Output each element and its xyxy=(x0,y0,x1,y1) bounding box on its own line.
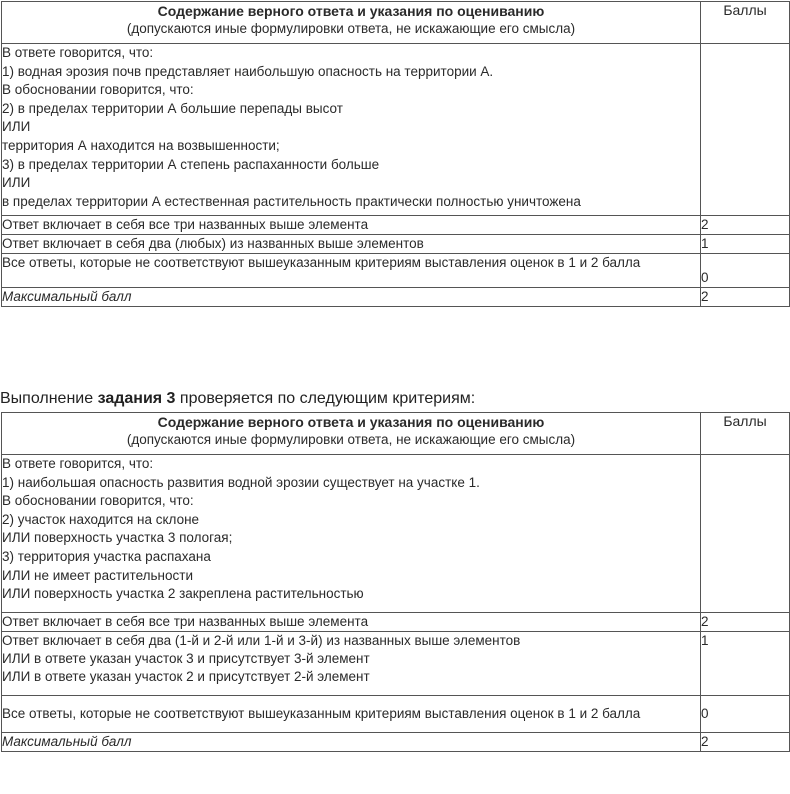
answer-content-cell xyxy=(2,455,701,613)
answer-content-cell xyxy=(2,44,701,216)
criteria-row xyxy=(2,216,790,235)
points-column-header: Баллы xyxy=(701,413,790,455)
criteria-table-task-2 xyxy=(1,1,790,307)
criteria-row xyxy=(2,254,790,288)
criteria-points: 0 xyxy=(701,254,790,288)
answer-line: ИЛИ xyxy=(2,175,31,191)
criteria-text: Ответ включает в себя все три названных выше элемента xyxy=(2,216,701,235)
max-score-label: Максимальный балл xyxy=(2,733,701,752)
criteria-text: Все ответы, которые не соответствуют вышеуказанным критериям выставления оценок в 1 и 2 балла xyxy=(2,696,701,733)
answer-points-cell xyxy=(701,44,790,216)
criteria-row xyxy=(2,632,790,696)
content-column-header xyxy=(2,413,701,455)
answer-line: ИЛИ не имеет растительности xyxy=(2,567,193,583)
criteria-points: 0 xyxy=(701,696,790,733)
criteria-text xyxy=(2,613,701,632)
criteria-line: Ответ включает в себя два (1-й и 2-й или 1-й и 3-й) из названных выше элементов xyxy=(2,633,521,648)
header-title: Содержание верного ответа и указания по оцениванию xyxy=(157,414,545,430)
points-column-header: Баллы xyxy=(701,2,790,44)
answer-line: ИЛИ поверхность участка 2 закреплена растительностью xyxy=(2,586,364,602)
criteria-text xyxy=(2,632,701,696)
criteria-line: ИЛИ в ответе указан участок 3 и присутствует 3-й элемент xyxy=(2,651,370,666)
header-title: Содержание верного ответа и указания по оцениванию xyxy=(157,3,545,19)
max-score-row xyxy=(2,288,790,307)
answer-line: 3) территория участка распахана xyxy=(2,548,211,564)
answer-line: В ответе говорится, что: xyxy=(2,45,154,60)
answer-line: 2) в пределах территории А большие перепады высот xyxy=(2,100,343,116)
answer-line: 1) наибольшая опасность развития водной эрозии существует на участке 1. xyxy=(2,474,480,490)
intro-prefix: Выполнение xyxy=(0,390,98,407)
header-subtitle: (допускаются иные формулировки ответа, не искажающие его смысла) xyxy=(126,432,576,447)
answer-content-row xyxy=(2,44,790,216)
answer-line: 3) в пределах территории А степень распаханности больше xyxy=(2,156,380,172)
task-3-intro xyxy=(0,390,475,408)
answer-line: в пределах территории А естественная растительность практически полностью уничтожена xyxy=(2,193,581,209)
content-column-header xyxy=(2,2,701,44)
criteria-points: 1 xyxy=(701,632,790,696)
answer-line: территория А находится на возвышенности; xyxy=(2,137,280,153)
answer-line: 1) водная эрозия почв представляет наибольшую опасность на территории А. xyxy=(2,63,494,79)
answer-points-cell xyxy=(701,455,790,613)
answer-content-row xyxy=(2,455,790,613)
criteria-text: Все ответы, которые не соответствуют вышеуказанным критериям выставления оценок в 1 и 2 балла xyxy=(2,254,701,288)
intro-suffix: проверяется по следующим критериям: xyxy=(175,390,476,407)
answer-line: В обосновании говорится, что: xyxy=(2,493,194,509)
criteria-points: 2 xyxy=(701,613,790,632)
criteria-line: Ответ включает в себя все три названных выше элемента xyxy=(2,614,369,629)
answer-line: ИЛИ xyxy=(2,119,31,135)
answer-line: ИЛИ поверхность участка 3 пологая; xyxy=(2,530,233,546)
answer-line: 2) участок находится на склоне xyxy=(2,511,200,527)
criteria-text: Ответ включает в себя два (любых) из названных выше элементов xyxy=(2,235,701,254)
header-subtitle: (допускаются иные формулировки ответа, не искажающие его смысла) xyxy=(126,21,576,36)
criteria-points: 2 xyxy=(701,216,790,235)
max-score-label: Максимальный балл xyxy=(2,288,701,307)
criteria-table-task-3 xyxy=(1,412,790,752)
criteria-row xyxy=(2,696,790,733)
max-score-points: 2 xyxy=(701,733,790,752)
max-score-points: 2 xyxy=(701,288,790,307)
criteria-row xyxy=(2,613,790,632)
criteria-row xyxy=(2,235,790,254)
intro-task-name: задания 3 xyxy=(97,390,176,407)
table-header-row xyxy=(2,413,790,455)
answer-line: В обосновании говорится, что: xyxy=(2,82,194,98)
criteria-points: 1 xyxy=(701,235,790,254)
table-header-row xyxy=(2,2,790,44)
max-score-row xyxy=(2,733,790,752)
criteria-line: ИЛИ в ответе указан участок 2 и присутствует 2-й элемент xyxy=(2,669,370,684)
answer-line: В ответе говорится, что: xyxy=(2,456,154,471)
